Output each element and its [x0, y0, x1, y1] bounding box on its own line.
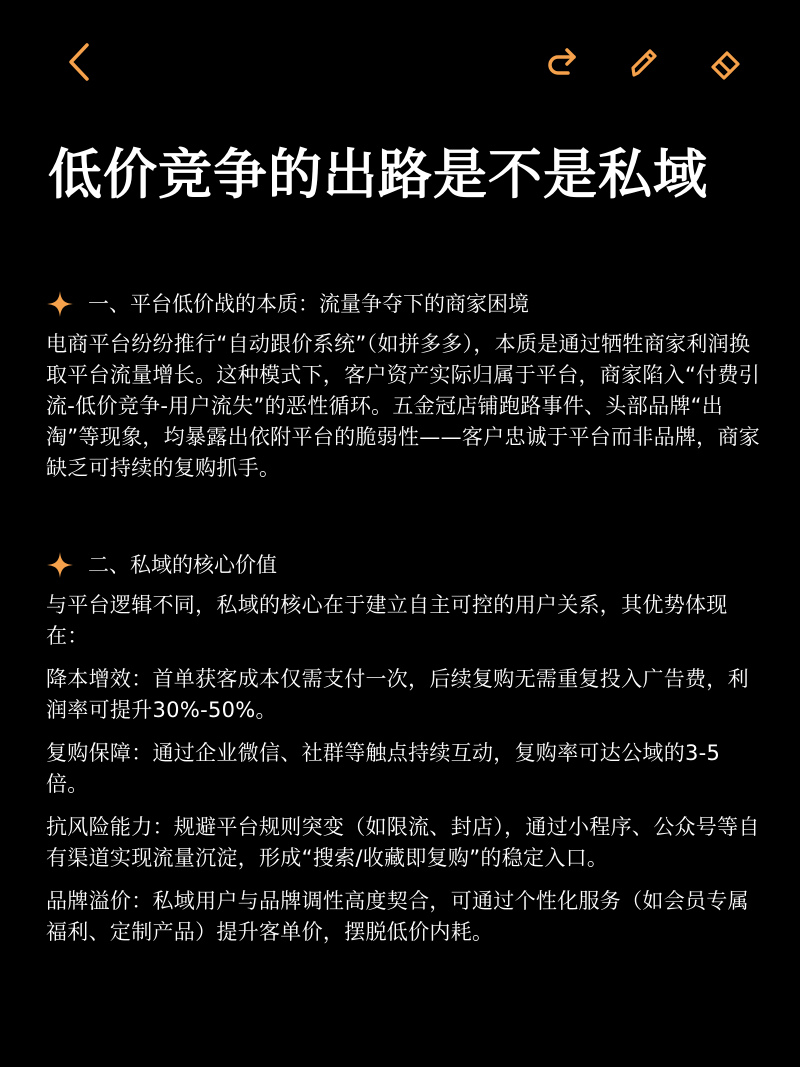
- section-paragraph: 电商平台纷纷推行“自动跟价系统”（如拼多多），本质是通过牺牲商家利润换取平台流量增长。这种模式下，客户资产实际归属于平台，商家陷入“付费引流-低价竞争-用户流失”的恶性循环。五金冠店铺跑路事件、头部品牌“出淘”等现象，均暴露出依附平台的脆弱性——客户忠诚于平台而非品牌，商家缺乏可持续的复购抓手。: [46, 332, 761, 480]
- edit-button[interactable]: [620, 38, 668, 86]
- back-icon: [62, 40, 98, 84]
- section-platform-price-war: [46, 285, 762, 484]
- section-heading-text: 一、平台低价战的本质：流量争夺下的商家困境: [88, 292, 529, 316]
- eraser-button[interactable]: [702, 38, 750, 86]
- sparkle-icon: [46, 551, 74, 579]
- section-heading-text: 二、私域的核心价值: [88, 553, 277, 577]
- point-risk-resistance: 抗风险能力：规避平台规则突变（如限流、封店），通过小程序、公众号等自有渠道实现流量沉淀，形成“搜索/收藏即复购”的稳定入口。: [46, 815, 760, 870]
- section-heading: [46, 285, 762, 323]
- section-intro: 与平台逻辑不同，私域的核心在于建立自主可控的用户关系，其优势体现在：: [46, 593, 728, 648]
- eraser-icon: [706, 42, 746, 82]
- redo-button[interactable]: [540, 38, 588, 86]
- point-repurchase: 复购保障：通过企业微信、社群等触点持续互动，复购率可达公域的3-5倍。: [46, 741, 721, 796]
- redo-icon: [544, 42, 584, 82]
- pencil-icon: [624, 42, 664, 82]
- page-title: 低价竞争的出路是不是私域: [48, 143, 708, 206]
- section-private-domain-value: [46, 546, 762, 960]
- sparkle-icon: [46, 290, 74, 318]
- back-button[interactable]: [56, 38, 104, 86]
- section-heading: [46, 546, 762, 584]
- top-toolbar: [0, 38, 800, 88]
- point-cost-efficiency: 降本增效：首单获客成本仅需支付一次，后续复购无需重复投入广告费，利润率可提升30%-50%。: [46, 667, 749, 722]
- point-brand-premium: 品牌溢价：私域用户与品牌调性高度契合，可通过个性化服务（如会员专属福利、定制产品）提升客单价，摆脱低价内耗。: [46, 889, 749, 944]
